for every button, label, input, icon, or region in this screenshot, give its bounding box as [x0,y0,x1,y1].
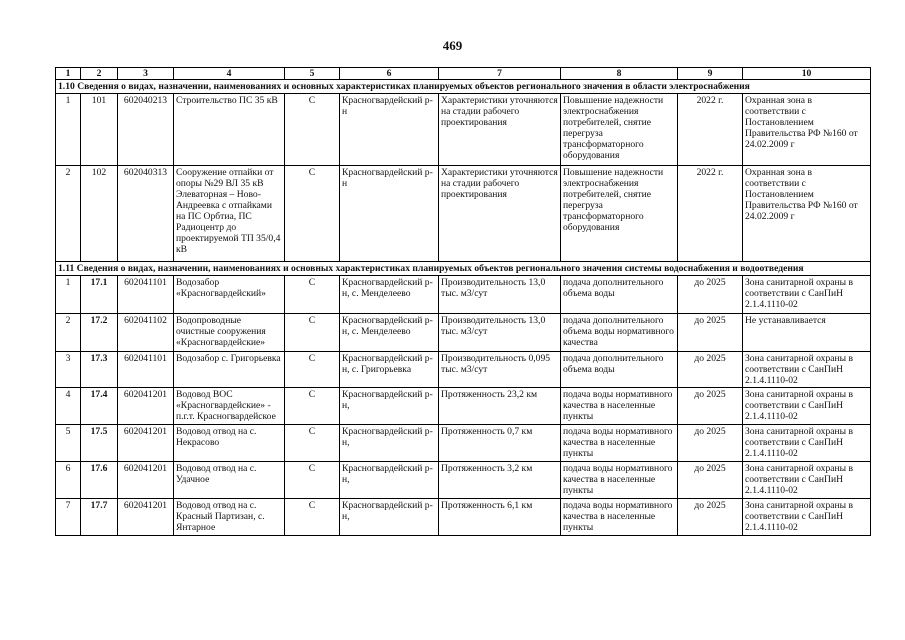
object-name: Водозабор с. Григорьевка [174,352,285,388]
row-number: 3 [56,352,81,388]
object-zone: Не устанавливается [743,314,871,352]
object-name: Водовод отвод на с. Удачное [174,462,285,499]
table-row [56,352,871,388]
column-header: 5 [285,68,340,80]
object-name: Водовод отвод на с. Некрасово [174,425,285,462]
object-zone: Зона санитарной охраны в соответствии с СанПиН 2.1.4.1110-02 [743,425,871,462]
section-title: 1.10 Сведения о видах, назначении, наименованиях и основных характеристиках планируемых объектов регионального значения в области электроснабжения [56,80,871,94]
object-id: 602041101 [118,276,174,314]
object-characteristics: Протяженность 3,2 км [439,462,561,499]
column-header: 7 [439,68,561,80]
object-zone: Зона санитарной охраны в соответствии с СанПиН 2.1.4.1110-02 [743,499,871,536]
object-characteristics: Протяженность 23,2 км [439,388,561,425]
row-number: 2 [56,166,81,262]
object-purpose: подача воды нормативного качества в населенные пункты [561,499,678,536]
object-location: Красногвардейский р-н, с. Менделеево [340,276,439,314]
row-number: 6 [56,462,81,499]
table-row [56,94,871,166]
object-term: до 2025 [678,314,743,352]
table-row [56,276,871,314]
object-id: 602041101 [118,352,174,388]
object-zone: Зона санитарной охраны в соответствии с СанПиН 2.1.4.1110-02 [743,462,871,499]
column-header: 9 [678,68,743,80]
object-id: 602041201 [118,425,174,462]
object-location: Красногвардейский р-н [340,166,439,262]
object-status: С [285,276,340,314]
table-row [56,462,871,499]
object-id: 602040313 [118,166,174,262]
object-location: Красногвардейский р-н, [340,425,439,462]
column-header: 10 [743,68,871,80]
object-purpose: подача дополнительного объема воды нормативного качества [561,314,678,352]
object-status: С [285,166,340,262]
object-code: 101 [81,94,118,166]
object-code: 17.7 [81,499,118,536]
object-name: Водовод отвод на с. Красный Партизан, с. Янтарное [174,499,285,536]
object-status: С [285,388,340,425]
row-number: 7 [56,499,81,536]
object-status: С [285,352,340,388]
object-name: Водовод ВОС «Красногвардейские» - п.г.т. Красногвардейское [174,388,285,425]
table-row [56,499,871,536]
object-purpose: Повышение надежности электроснабжения потребителей, снятие перегруза трансформаторного оборудования [561,94,678,166]
object-purpose: подача воды нормативного качества в населенные пункты [561,425,678,462]
object-status: С [285,499,340,536]
object-characteristics: Производительность 13,0 тыс. м3/сут [439,276,561,314]
row-number: 5 [56,425,81,462]
object-location: Красногвардейский р-н, с. Менделеево [340,314,439,352]
object-term: 2022 г. [678,166,743,262]
column-header: 4 [174,68,285,80]
section-header-row [56,80,871,94]
object-status: С [285,314,340,352]
object-zone: Зона санитарной охраны в соответствии с СанПиН 2.1.4.1110-02 [743,276,871,314]
object-code: 17.2 [81,314,118,352]
object-id: 602041201 [118,388,174,425]
object-id: 602040213 [118,94,174,166]
planned-objects-table [55,67,871,536]
table-row [56,425,871,462]
row-number: 1 [56,276,81,314]
object-purpose: подача дополнительного объема воды [561,276,678,314]
object-id: 602041102 [118,314,174,352]
column-header: 6 [340,68,439,80]
object-name: Водозабор «Красногвардейский» [174,276,285,314]
object-code: 17.1 [81,276,118,314]
column-header-row [56,68,871,80]
object-characteristics: Характеристики уточняются на стадии рабочего проектирования [439,166,561,262]
object-purpose: подача дополнительного объема воды [561,352,678,388]
object-name: Сооружение отпайки от опоры №29 ВЛ 35 кВ Элеваторная – Ново-Андреевка с отпайками на ПС Орбтиа, ПС Радиоцентр до проектируемой ТП 35/0,4 кВ [174,166,285,262]
object-characteristics: Характеристики уточняются на стадии рабочего проектирования [439,94,561,166]
object-id: 602041201 [118,499,174,536]
object-code: 102 [81,166,118,262]
table-row [56,166,871,262]
row-number: 2 [56,314,81,352]
object-status: С [285,462,340,499]
column-header: 2 [81,68,118,80]
object-term: до 2025 [678,425,743,462]
object-characteristics: Протяженность 6,1 км [439,499,561,536]
object-purpose: подача воды нормативного качества в населенные пункты [561,388,678,425]
section-title: 1.11 Сведения о видах, назначении, наименованиях и основных характеристиках планируемых объектов регионального значения системы водоснабжения и водоотведения [56,262,871,276]
object-term: до 2025 [678,462,743,499]
object-characteristics: Протяженность 0,7 км [439,425,561,462]
column-header: 3 [118,68,174,80]
object-characteristics: Производительность 0,095 тыс. м3/сут [439,352,561,388]
row-number: 4 [56,388,81,425]
object-characteristics: Производительность 13,0 тыс. м3/сут [439,314,561,352]
object-location: Красногвардейский р-н, [340,499,439,536]
object-name: Водопроводные очистные сооружения «Красногвардейские» [174,314,285,352]
object-code: 17.3 [81,352,118,388]
object-term: до 2025 [678,276,743,314]
object-location: Красногвардейский р-н, [340,388,439,425]
object-purpose: подача воды нормативного качества в населенные пункты [561,462,678,499]
table-row [56,388,871,425]
object-zone: Охранная зона в соответствии с Постановлением Правительства РФ №160 от 24.02.2009 г [743,94,871,166]
column-header: 1 [56,68,81,80]
object-term: до 2025 [678,499,743,536]
page-number: 469 [442,38,463,53]
object-location: Красногвардейский р-н [340,94,439,166]
object-purpose: Повышение надежности электроснабжения потребителей, снятие перегруза трансформаторного оборудования [561,166,678,262]
object-status: С [285,425,340,462]
object-name: Строительство ПС 35 кВ [174,94,285,166]
object-zone: Зона санитарной охраны в соответствии с СанПиН 2.1.4.1110-02 [743,352,871,388]
object-id: 602041201 [118,462,174,499]
object-zone: Зона санитарной охраны в соответствии с СанПиН 2.1.4.1110-02 [743,388,871,425]
object-term: до 2025 [678,352,743,388]
object-location: Красногвардейский р-н, с. Григорьевка [340,352,439,388]
object-status: С [285,94,340,166]
section-header-row [56,262,871,276]
object-location: Красногвардейский р-н, [340,462,439,499]
object-code: 17.4 [81,388,118,425]
object-term: до 2025 [678,388,743,425]
object-zone: Охранная зона в соответствии с Постановлением Правительства РФ №160 от 24.02.2009 г [743,166,871,262]
object-code: 17.5 [81,425,118,462]
object-code: 17.6 [81,462,118,499]
column-header: 8 [561,68,678,80]
row-number: 1 [56,94,81,166]
object-term: 2022 г. [678,94,743,166]
table-row [56,314,871,352]
